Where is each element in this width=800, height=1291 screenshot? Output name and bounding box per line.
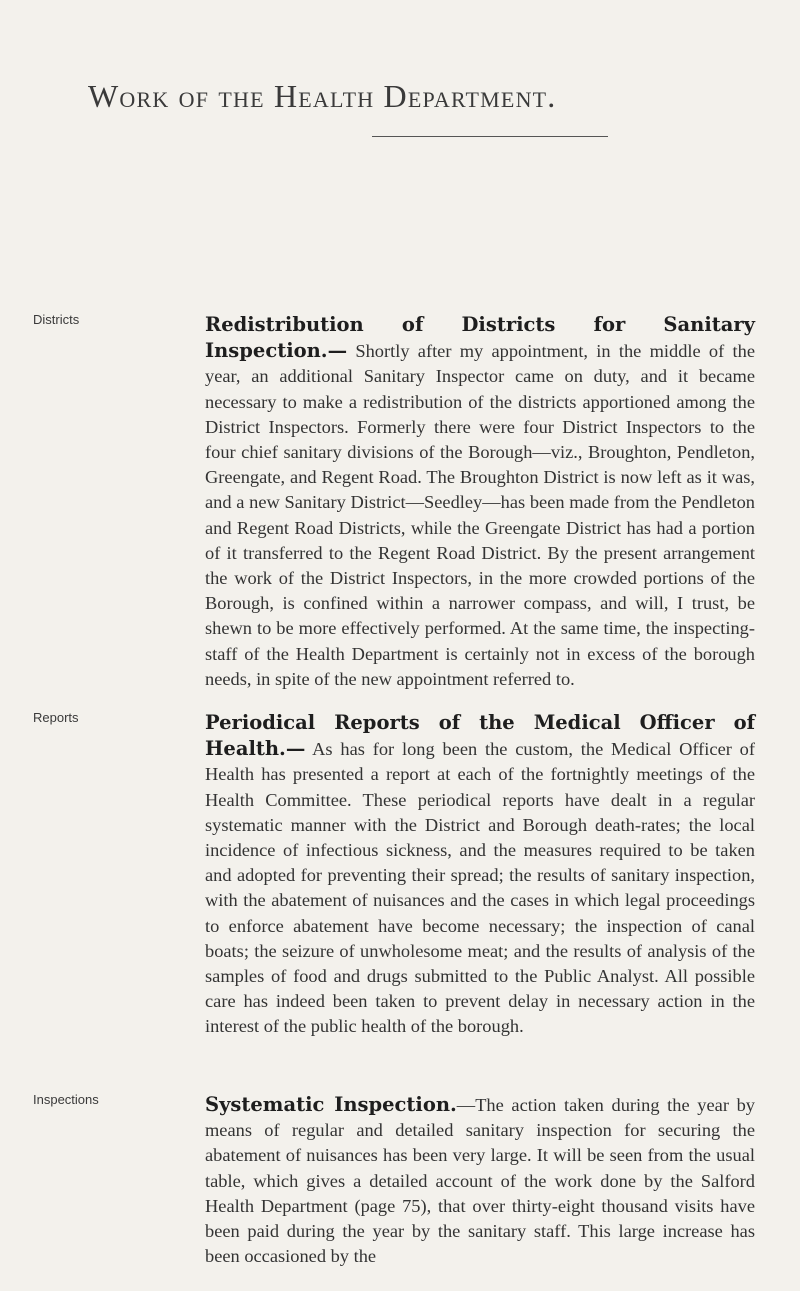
margin-label-inspections: Inspections [33, 1092, 99, 1107]
section-body: Shortly after my appointment, in the middle of the year, an additional Sanitary Inspector came on duty, and it became necessary to make a redistribution of the districts apportioned among the District Inspectors. Formerly there were four District Inspectors to the four chief sanitary divisions of the Borough—viz., Broughton, Pendleton, Greengate, and Regent Road. The Broughton District is now left as it was, and a new Sanitary District—Seedley—has been made from the Pendleton and Regent Road Districts, while the Greengate District has had a portion of it transferred to the Regent Road District. By the present arrangement the work of the District Inspectors, in the more crowded portions of the Borough, is confined within a narrower compass, and will, I trust, be shewn to be more effectively performed. At the same time, the inspecting-staff of the Health Department is certainly not in excess of the borough needs, in spite of the new appointment referred to. [205, 341, 755, 689]
margin-label-districts: Districts [33, 312, 80, 327]
margin-label-reports: Reports [33, 710, 79, 725]
section-districts [205, 312, 755, 692]
section-inspections [205, 1092, 755, 1269]
section-heading: Periodical Reports of the Medical Officer of Health.— [205, 711, 755, 761]
section-heading: Systematic Inspection. [205, 1093, 457, 1116]
section-reports [205, 710, 755, 1040]
title-rule [372, 136, 608, 137]
section-heading: Redistribution of Districts for Sanitary Inspection.— [205, 313, 755, 363]
page-title: Work of the Health Department. [88, 78, 557, 114]
section-body: As has for long been the custom, the Medical Officer of Health has presented a report at each of the fortnightly meetings of the Health Committee. These periodical reports have dealt in a regular systematic manner with the District and Borough death-rates; the local incidence of infectious sickness, and the measures required to be taken and adopted for preventing their spread; the results of sanitary inspection, with the abatement of nuisances and the cases in which legal proceedings to enforce abatement have become necessary; the inspection of canal boats; the seizure of unwholesome meat; and the results of analysis of the samples of food and drugs submitted to the Public Analyst. All possible care has indeed been taken to prevent delay in necessary action in the interest of the public health of the borough. [205, 739, 755, 1037]
section-body: —The action taken during the year by means of regular and detailed sanitary inspection for securing the abatement of nuisances has been very large. It will be seen from the usual table, which gives a detailed account of the work done by the Salford Health Department (page 75), that over thirty-eight thousand visits have been paid during the year by the sanitary staff. This large increase has been occasioned by the [205, 1095, 755, 1267]
